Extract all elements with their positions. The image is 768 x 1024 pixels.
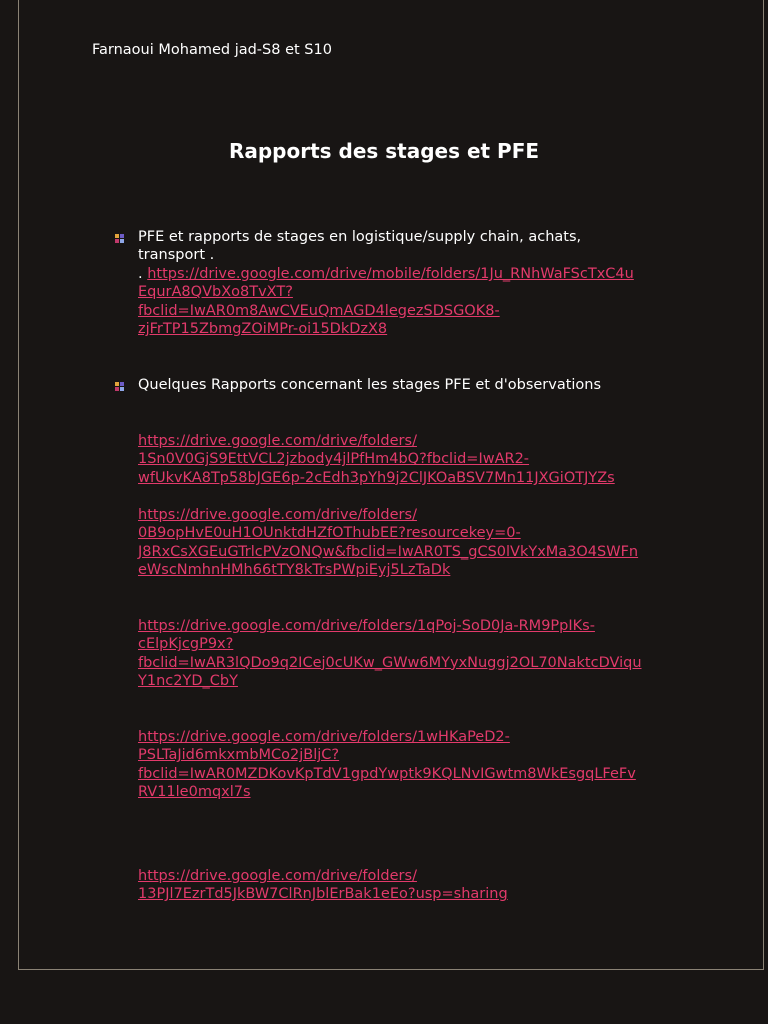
drive-link-line[interactable]: eWscNmhnHMh66tTY8kTrsPWpiEyj5LzTaDk: [138, 562, 451, 579]
drive-link-line[interactable]: fbclid=IwAR0MZDKovKpTdV1gpdYwptk9KQLNvIGwtm8WkEsgqLFeFv: [138, 765, 636, 782]
author-line: Farnaoui Mohamed jad-S8 et S10: [92, 42, 332, 58]
bullet-icon: [115, 234, 125, 243]
page-title: Rapports des stages et PFE: [228, 139, 540, 163]
drive-link-line[interactable]: fbclid=IwAR0m8AwCVEuQmAGD4legezSDSGOK8-: [138, 302, 500, 319]
drive-link-line[interactable]: https://drive.google.com/drive/folders/: [138, 868, 417, 884]
drive-link-line[interactable]: https://drive.google.com/drive/mobile/folders/1Ju_RNhWaFScTxC4u: [147, 265, 634, 282]
link-prefix: .: [138, 265, 148, 282]
drive-link-line[interactable]: wfUkvKA8Tp58bJGE6p-2cEdh3pYh9j2ClJKOaBSV7Mn11JXGiOTJYZs: [138, 469, 615, 486]
drive-link-5[interactable]: [138, 867, 678, 904]
drive-link-line[interactable]: Y1nc2YD_CbY: [138, 673, 238, 690]
bullet-text-line: PFE et rapports de stages en logistique/supply chain, achats,: [138, 229, 582, 245]
drive-link-1[interactable]: [138, 432, 678, 487]
bullet-icon: [115, 382, 125, 391]
drive-link-4[interactable]: [138, 728, 678, 802]
bullet-text-line: transport .: [138, 247, 215, 264]
drive-link-line[interactable]: 0B9opHvE0uH1OUnktdHZfOThubEE?resourcekey=0-: [138, 525, 521, 542]
bullet-item-reports: [138, 376, 678, 394]
drive-link-line[interactable]: 13PJl7EzrTd5JkBW7ClRnJblErBak1eEo?usp=sharing: [138, 886, 508, 903]
drive-link-line[interactable]: J8RxCsXGEuGTrlcPVzONQw&fbclid=IwAR0TS_gCS0lVkYxMa3O4SWFn: [138, 543, 639, 560]
drive-link-line[interactable]: https://drive.google.com/drive/folders/: [138, 433, 417, 449]
drive-link-2[interactable]: [138, 506, 678, 580]
bullet-text-line: Quelques Rapports concernant les stages PFE et d'observations: [138, 377, 602, 393]
drive-link-line[interactable]: https://drive.google.com/drive/folders/1wHKaPeD2-: [138, 729, 510, 745]
drive-link-line[interactable]: PSLTaJid6mkxmbMCo2jBljC?: [138, 747, 340, 764]
drive-link-line[interactable]: 1Sn0V0GjS9EttVCL2jzbody4jlPfHm4bQ?fbclid=IwAR2-: [138, 451, 530, 468]
drive-link-line[interactable]: zjFrTP15ZbmgZOiMPr-oi15DkDzX8: [138, 321, 388, 338]
drive-link-line[interactable]: cElpKjcgP9x?: [138, 636, 234, 653]
drive-link-line[interactable]: fbclid=IwAR3lQDo9q2ICej0cUKw_GWw6MYyxNuggj2OL70NaktcDViqu: [138, 654, 642, 671]
drive-link-3[interactable]: [138, 617, 678, 691]
drive-link-line[interactable]: https://drive.google.com/drive/folders/: [138, 507, 417, 523]
drive-link-line[interactable]: https://drive.google.com/drive/folders/1qPoj-SoD0Ja-RM9PpIKs-: [138, 618, 595, 634]
drive-link-line[interactable]: RV11le0mqxl7s: [138, 784, 251, 801]
bullet-item-logistics: [138, 228, 678, 338]
drive-link-line[interactable]: EqurA8QVbXo8TvXT?: [138, 284, 293, 301]
link-prefix-line: [138, 265, 678, 283]
